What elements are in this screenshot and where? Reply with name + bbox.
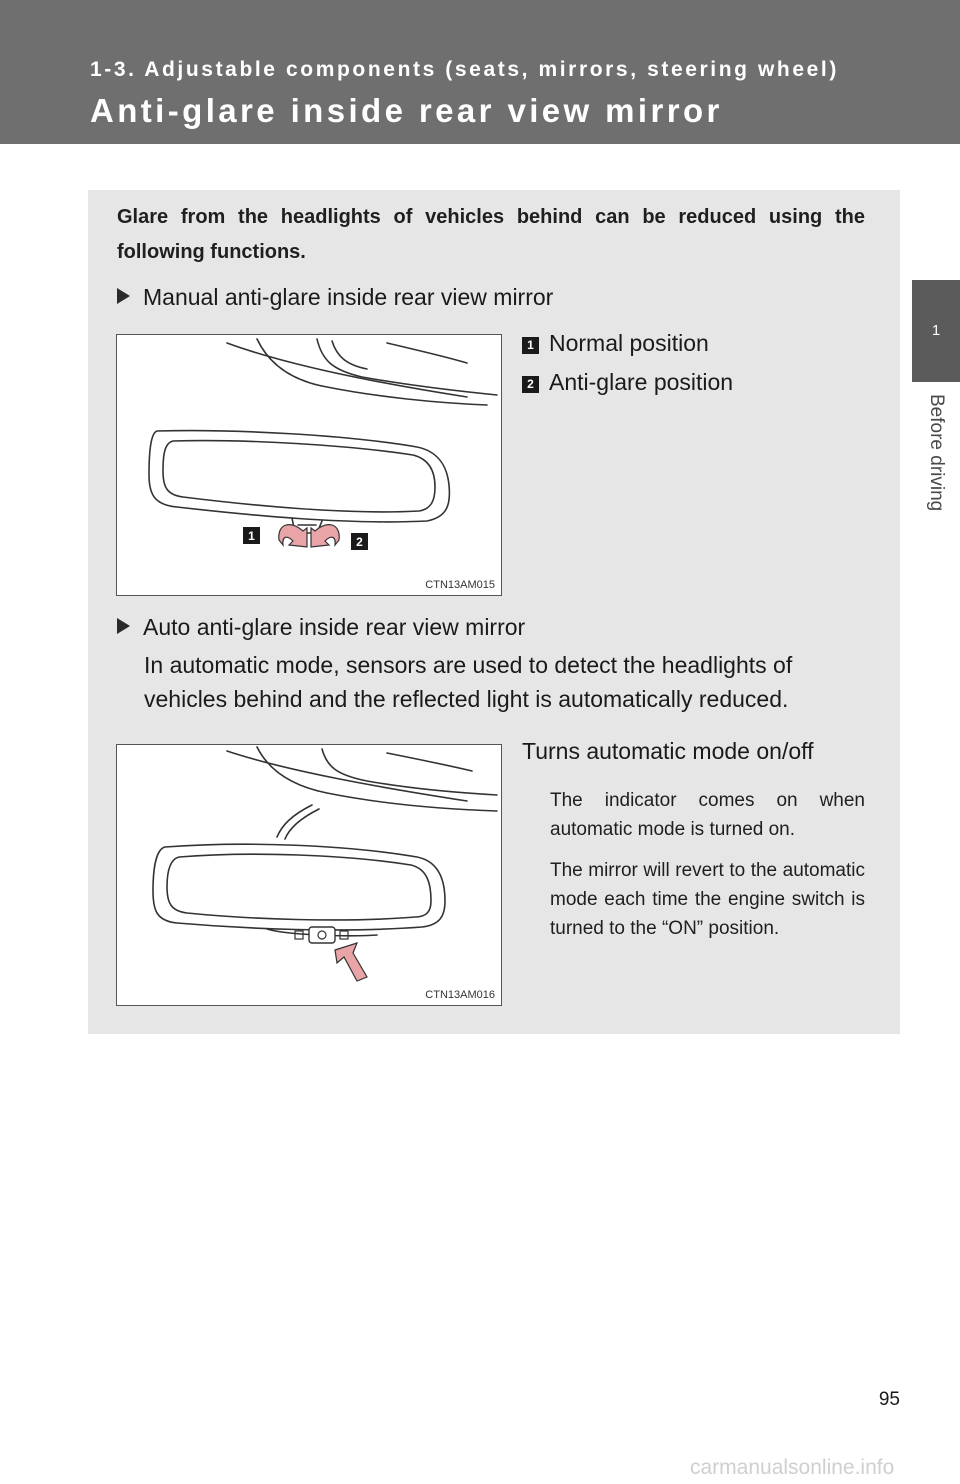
page-header (0, 0, 960, 144)
button-function-label: Turns automatic mode on/off (522, 738, 814, 764)
auto-heading-text: Auto anti-glare inside rear view mirror (143, 614, 526, 640)
manual-heading-text: Manual anti-glare inside rear view mirror (143, 284, 554, 310)
auto-description: In automatic mode, sensors are used to detect the headlights of vehicles behind and the reflected light is automatically reduced. (144, 652, 793, 712)
figure-code: CTN13AM016 (425, 989, 495, 1001)
intro-text: Glare from the headlights of vehicles behind can be reduced using the following functions. (117, 206, 865, 263)
number-badge: 1 (522, 337, 539, 354)
bullet-arrow-icon (117, 288, 130, 304)
page-title: Anti-glare inside rear view mirror (90, 92, 723, 129)
chapter-tab[interactable]: 1 (912, 280, 960, 382)
note-revert: The mirror will revert to the automatic mode each time the engine switch is turned to the “ON” position. (550, 860, 865, 939)
watermark[interactable]: carmanualsonline.info (690, 1456, 895, 1479)
auto-heading (117, 614, 525, 641)
figure-code: CTN13AM015 (425, 579, 495, 591)
note-indicator: The indicator comes on when automatic mode is turned on. (550, 790, 865, 840)
auto-mirror-figure (116, 744, 502, 1006)
manual-mirror-figure (116, 334, 502, 596)
legend-label: Normal position (549, 330, 709, 356)
bullet-arrow-icon (117, 618, 130, 634)
legend-label: Anti-glare position (549, 369, 734, 395)
legend-item-antiglare (522, 369, 733, 396)
section-label: 1-3. Adjustable components (seats, mirrors, steering wheel) (90, 58, 839, 81)
svg-text:2: 2 (356, 535, 363, 549)
number-badge: 2 (522, 376, 539, 393)
manual-mirror-illustration (117, 335, 501, 595)
chapter-label: Before driving (926, 394, 947, 512)
page-number: 95 (878, 1389, 900, 1410)
auto-mirror-illustration (117, 745, 501, 1005)
legend-item-normal (522, 330, 709, 357)
svg-text:1: 1 (248, 529, 255, 543)
manual-heading (117, 284, 553, 311)
